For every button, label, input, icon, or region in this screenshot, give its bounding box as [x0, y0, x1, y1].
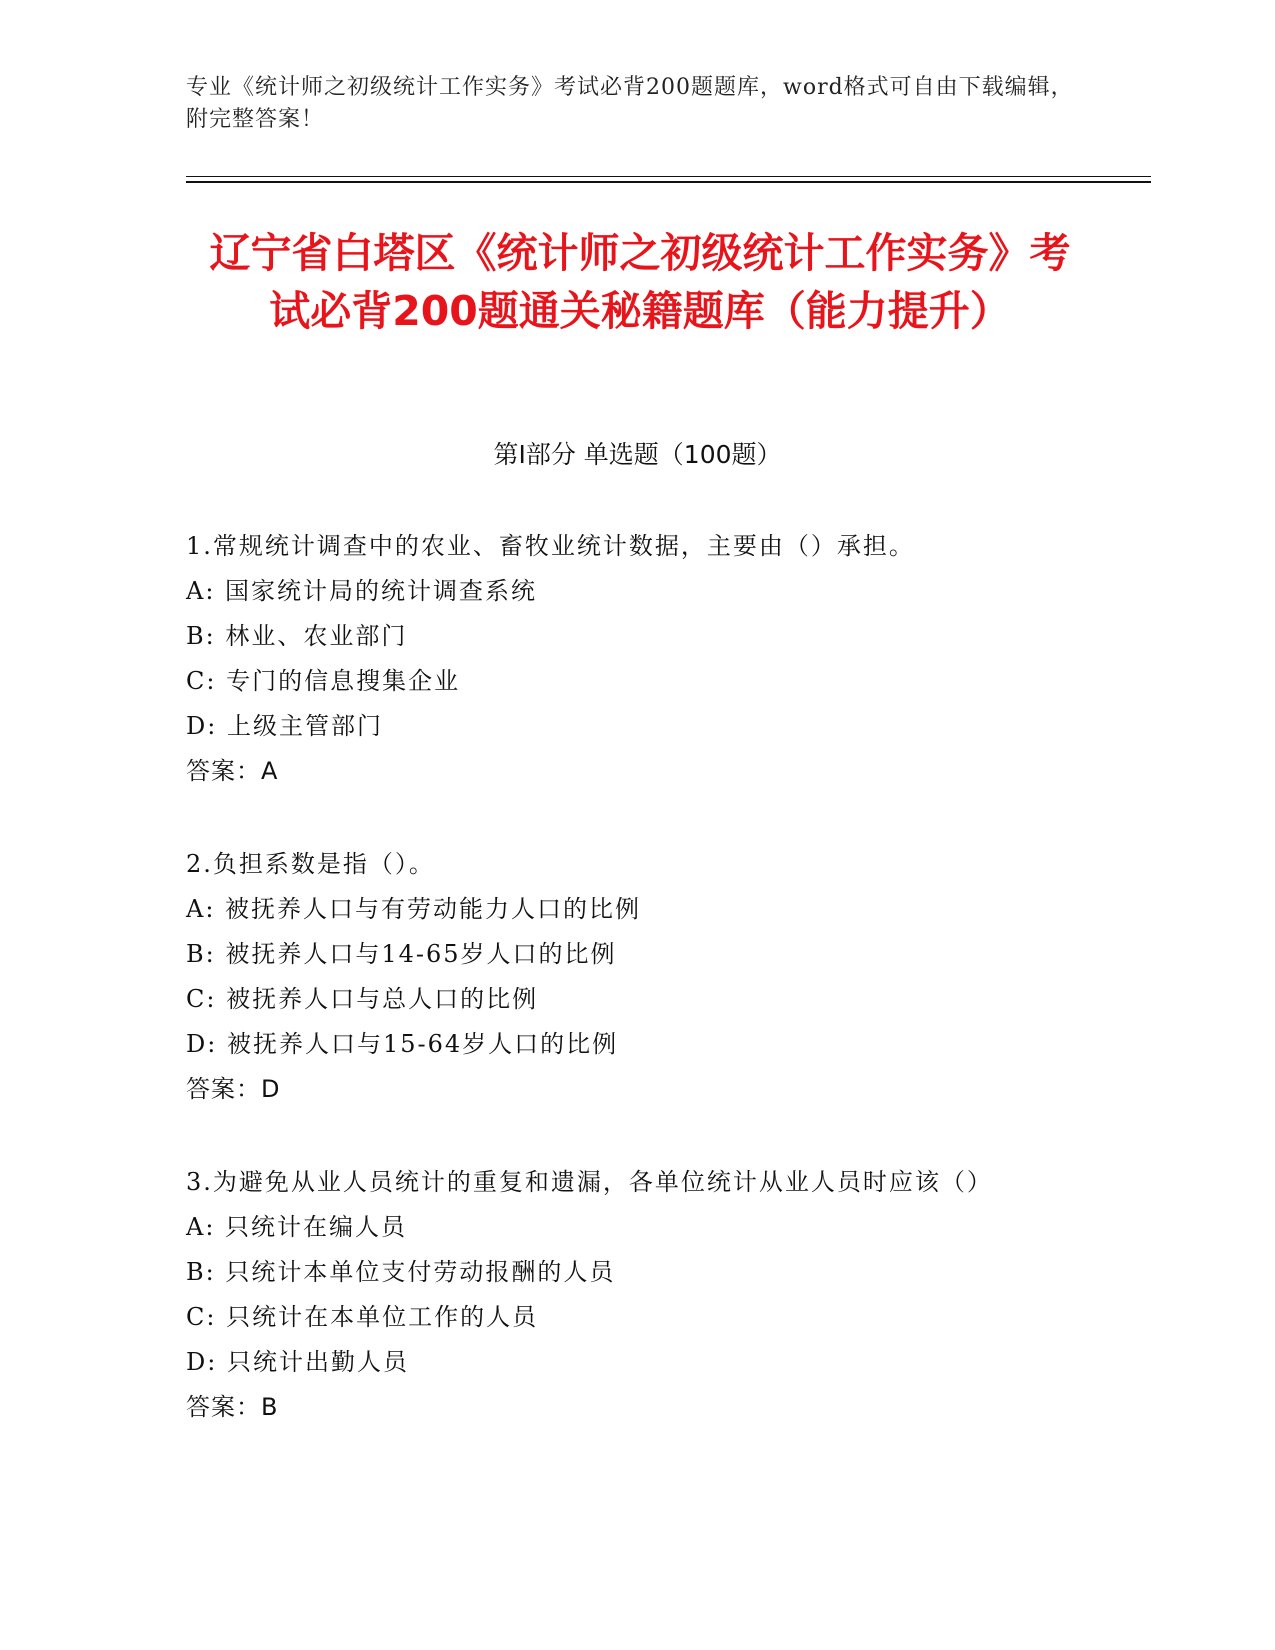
option-b: B: 只统计本单位支付劳动报酬的人员	[186, 1258, 616, 1286]
header-rule-thick	[186, 181, 1151, 183]
question-stem: 3.为避免从业人员统计的重复和遗漏，各单位统计从业人员时应该（）	[186, 1168, 993, 1196]
option-a: A: 只统计在编人员	[186, 1213, 408, 1241]
header-note: 专业《统计师之初级统计工作实务》考试必背200题题库，word格式可自由下载编辑，附完整答案！	[186, 75, 1074, 132]
option-b: B: 被抚养人口与14-65岁人口的比例	[186, 940, 617, 968]
option-b: B: 林业、农业部门	[186, 622, 408, 650]
option-d: D: 被抚养人口与15-64岁人口的比例	[186, 1030, 619, 1058]
question-stem: 2.负担系数是指（）。	[186, 850, 435, 878]
answer: 答案：D	[186, 1075, 281, 1103]
question-3	[186, 1160, 1086, 1430]
option-c: C: 只统计在本单位工作的人员	[186, 1303, 539, 1331]
option-a: A: 国家统计局的统计调查系统	[186, 577, 538, 605]
document-title: 辽宁省白塔区《统计师之初级统计工作实务》考试必背200题通关秘籍题库（能力提升）	[209, 229, 1071, 335]
question-2	[186, 842, 1086, 1112]
option-d: D: 只统计出勤人员	[186, 1348, 409, 1376]
option-c: C: 专门的信息搜集企业	[186, 667, 461, 695]
header-rule-thin	[186, 176, 1151, 177]
section-title: 第I部分 单选题（100题）	[493, 440, 782, 469]
answer: 答案：B	[186, 1393, 279, 1421]
option-d: D: 上级主管部门	[186, 712, 383, 740]
answer: 答案：A	[186, 757, 279, 785]
question-1	[186, 524, 1086, 794]
option-a: A: 被抚养人口与有劳动能力人口的比例	[186, 895, 642, 923]
option-c: C: 被抚养人口与总人口的比例	[186, 985, 539, 1013]
question-stem: 1.常规统计调查中的农业、畜牧业统计数据，主要由（）承担。	[186, 532, 915, 560]
